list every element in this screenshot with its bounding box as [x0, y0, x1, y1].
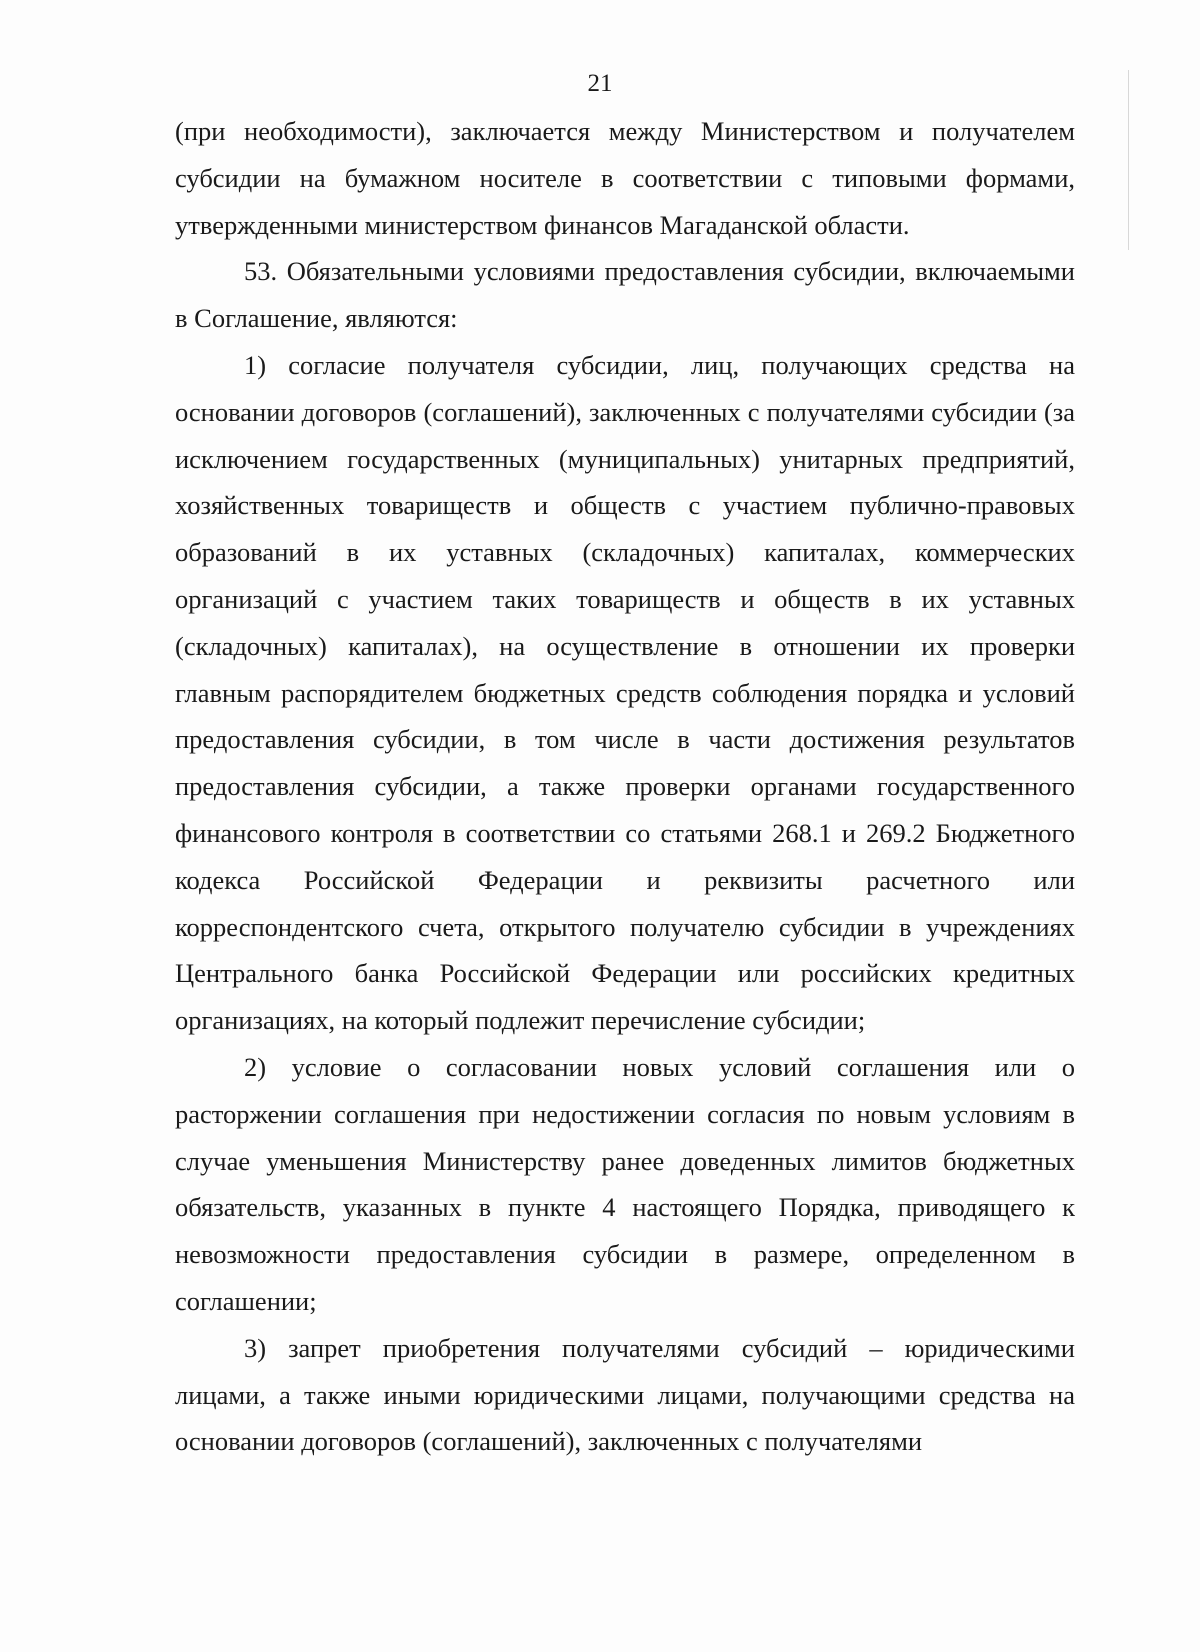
scan-artifact-line	[1128, 70, 1129, 250]
paragraph-subitem-3: 3) запрет приобретения получателями субсидий – юридическими лицами, а также иными юридическими лицами, получающими средства на основании договоров (соглашений), заключенных с получателями	[175, 1332, 1075, 1457]
paragraph-subitem-1: 1) согласие получателя субсидии, лиц, получающих средства на основании договоров (соглашений), заключенных с получателями субсидии (за исключением государственных (муниципальных) унитарных предприятий, хозяйственных товариществ и обществ с участием публично-правовых образований в их уставных (складочных) капиталах, коммерческих организаций с участием таких товариществ и обществ в их уставных (складочных) капиталах), на осуществление в отношении их проверки главным распорядителем бюджетных средств соблюдения порядка и условий предоставления субсидии, в том числе в части достижения результатов предоставления субсидии, а также проверки органами государственного финансового контроля в соответствии со статьями 268.1 и 269.2 Бюджетного кодекса Российской Федерации и реквизиты расчетного или корреспондентского счета, открытого получателю субсидии в учреждениях Центрального банка Российской Федерации или российских кредитных организациях, на который подлежит перечисление субсидии;	[175, 349, 1075, 1036]
paragraph-item-53: 53. Обязательными условиями предоставления субсидии, включаемыми в Соглашение, являются:	[175, 256, 1075, 334]
document-body	[175, 108, 1075, 1465]
page-number: 21	[587, 70, 613, 97]
paragraph-continuation: (при необходимости), заключается между Министерством и получателем субсидии на бумажном носителе в соответствии с типовыми формами, утвержденными министерством финансов Магаданской области.	[175, 116, 1075, 240]
paragraph-subitem-2: 2) условие о согласовании новых условий соглашения или о расторжении соглашения при недостижении согласия по новым условиям в случае уменьшения Министерству ранее доведенных лимитов бюджетных обязательств, указанных в пункте 4 настоящего Порядка, приводящего к невозможности предоставления субсидии в размере, определенном в соглашении;	[175, 1051, 1075, 1316]
